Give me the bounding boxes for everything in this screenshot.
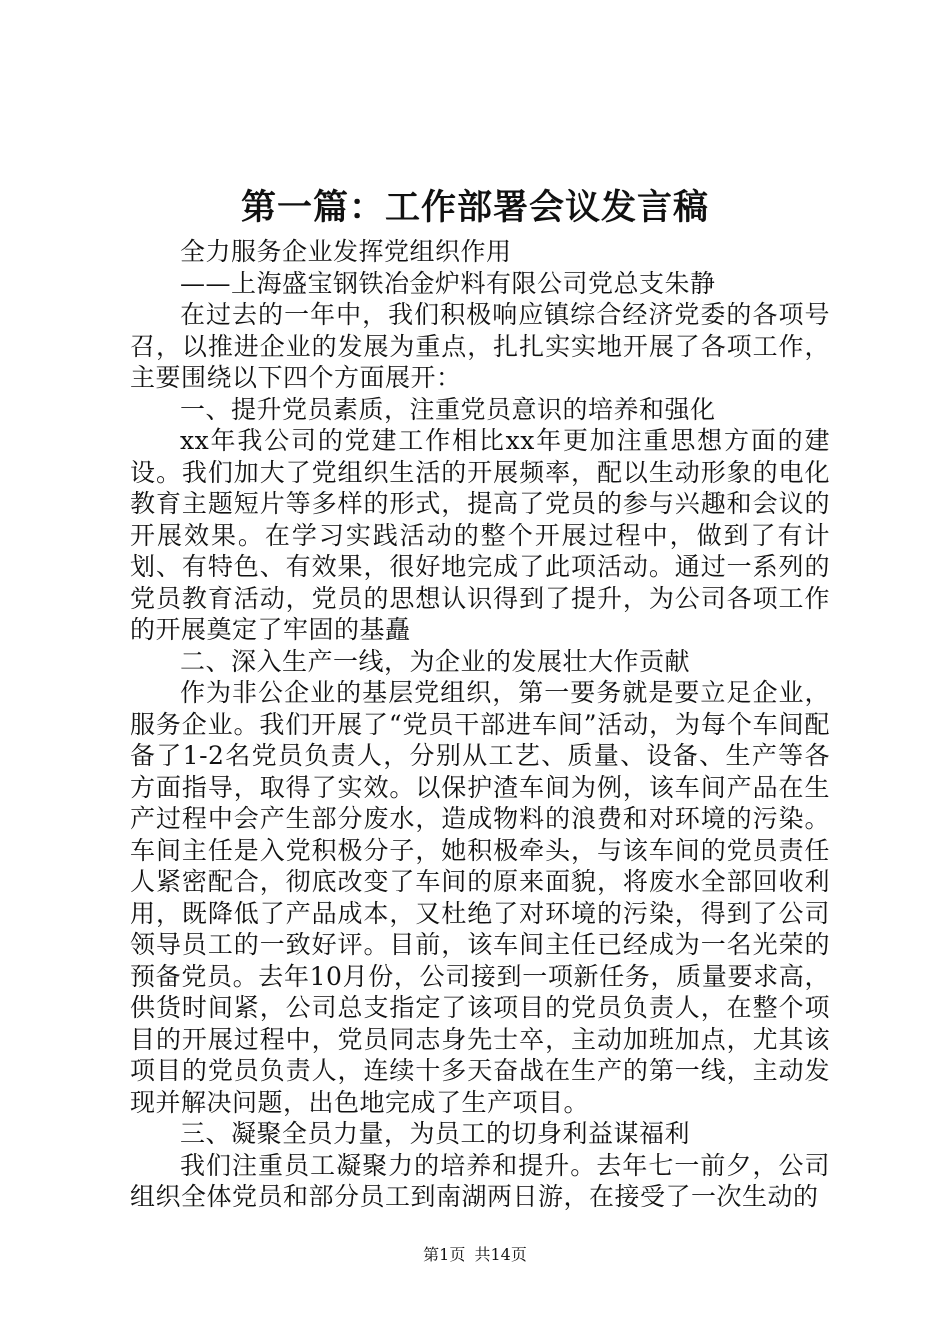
subtitle-paragraph: 全力服务企业发挥党组织作用 xyxy=(180,237,512,266)
author-line: ——上海盛宝钢铁冶金炉料有限公司党总支朱静 xyxy=(180,268,716,298)
page-number: 第1页 xyxy=(423,1245,466,1264)
section-body-2: 作为非公企业的基层党组织，第一要务就是要立足企业，服务企业。我们开展了“党员干部进车间”活动，为每个车间配备了1-2名党员负责人，分别从工艺、质量、设备、生产等各方面指导，取得了实效。以保护渣车间为例，该车间产品在生产过程中会产生部分废水，造成物料的浪费和对环境的污染。车间主任是入党积极分子，她积极牵头，与该车间的党员责任人紧密配合，彻底改变了车间的原来面貌，将废水全部回收利用，既降低了产品成本，又杜绝了对环境的污染，得到了公司领导员工的一致好评。目前，该车间主任已经成为一名光荣的预备党员。去年10月份，公司接到一项新任务，质量要求高，供货时间紧，公司总支指定了该项目的党员负责人，在整个项目的开展过程中，党员同志身先士卒，主动加班加点，尤其该项目的党员负责人，连续十多天奋战在生产的第一线，主动发现并解决问题，出色地完成了生产项目。 xyxy=(130,678,830,1117)
section-heading-3: 三、凝聚全员力量，为员工的切身利益谋福利 xyxy=(180,1119,691,1148)
intro-paragraph: 在过去的一年中，我们积极响应镇综合经济党委的各项号召，以推进企业的发展为重点，扎扎实实地开展了各项工作，主要围绕以下四个方面展开： xyxy=(130,300,830,392)
page-total: 共14页 xyxy=(474,1245,527,1264)
document-body xyxy=(130,236,830,1213)
section-heading-2: 二、深入生产一线，为企业的发展壮大作贡献 xyxy=(180,646,691,676)
section-body-1: xx年我公司的党建工作相比xx年更加注重思想方面的建设。我们加大了党组织生活的开展频率，配以生动形象的电化教育主题短片等多样的形式，提高了党员的参与兴趣和会议的开展效果。在学习实践活动的整个开展过程中，做到了有计划、有特色、有效果，很好地完成了此项活动。通过一系列的党员教育活动，党员的思想认识得到了提升，为公司各项工作的开展奠定了牢固的基矗 xyxy=(130,426,830,644)
section-body-3: 我们注重员工凝聚力的培养和提升。去年七一前夕，公司组织全体党员和部分员工到南湖两日游，在接受了一次生动的 xyxy=(130,1150,830,1211)
section-heading-1: 一、提升党员素质，注重党员意识的培养和强化 xyxy=(180,394,716,424)
document-title: 第一篇：工作部署会议发言稿 xyxy=(240,187,709,228)
page-footer xyxy=(0,1245,950,1265)
